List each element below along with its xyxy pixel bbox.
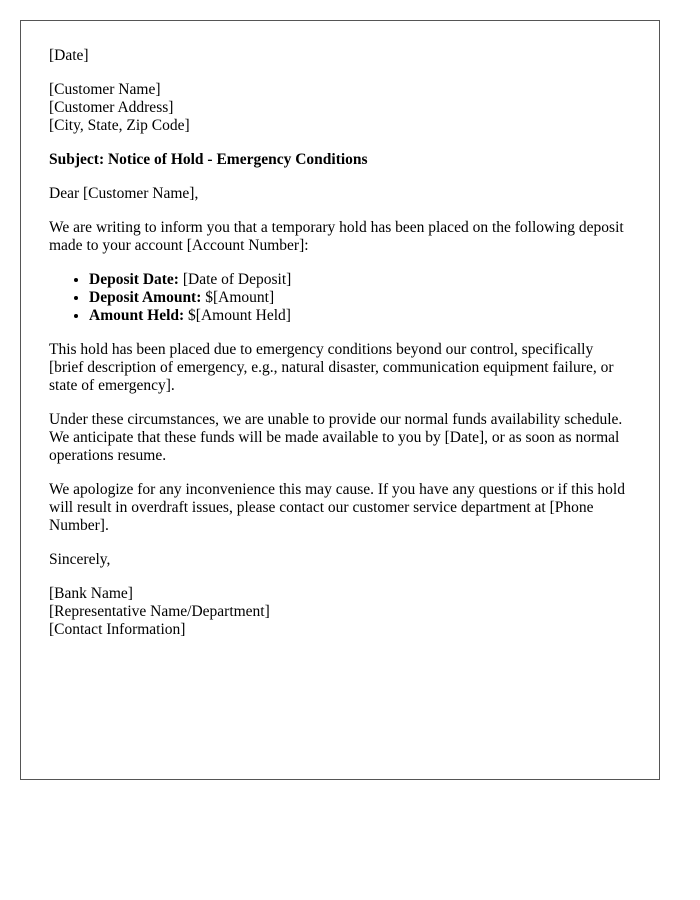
availability-paragraph: Under these circumstances, we are unable to provide our normal funds availability schedule. We anticipate that these funds will be made available to you by [Date], or as soon as normal operations resume. <box>49 411 623 464</box>
detail-value: $[Amount Held] <box>184 307 291 324</box>
letter-page <box>20 20 660 780</box>
signature-contact: [Contact Information] <box>49 621 186 638</box>
detail-label: Deposit Amount: <box>89 289 202 306</box>
detail-label: Deposit Date: <box>89 271 179 288</box>
detail-label: Amount Held: <box>89 307 185 324</box>
recipient-address: [Customer Address] <box>49 99 174 116</box>
intro-paragraph: We are writing to inform you that a temporary hold has been placed on the following deposit made to your account [Account Number]: <box>49 219 624 254</box>
signature-block <box>49 585 631 639</box>
signature-bank-name: [Bank Name] <box>49 585 133 602</box>
signature-representative: [Representative Name/Department] <box>49 603 270 620</box>
recipient-address-block <box>49 81 631 135</box>
letter-salutation: Dear [Customer Name], <box>49 185 199 202</box>
recipient-city: [City, State, Zip Code] <box>49 117 190 134</box>
letter-date: [Date] <box>49 47 89 64</box>
list-item-deposit-amount <box>89 289 631 307</box>
letter-closing: Sincerely, <box>49 551 111 568</box>
detail-value: $[Amount] <box>201 289 275 306</box>
recipient-name: [Customer Name] <box>49 81 161 98</box>
detail-value: [Date of Deposit] <box>178 271 292 288</box>
letter-date-block <box>49 47 631 65</box>
apology-paragraph: We apologize for any inconvenience this may cause. If you have any questions or if this hold will result in overdraft issues, please contact our customer service department at [Phone Number]. <box>49 481 625 534</box>
deposit-details-list <box>49 271 631 325</box>
letter-subject: Subject: Notice of Hold - Emergency Conditions <box>49 151 368 168</box>
list-item-amount-held <box>89 307 631 325</box>
reason-paragraph: This hold has been placed due to emergency conditions beyond our control, specifically [brief description of emergency, e.g., natural disaster, communication equipment failure, or state of emergency]. <box>49 341 614 394</box>
list-item-deposit-date <box>89 271 631 289</box>
